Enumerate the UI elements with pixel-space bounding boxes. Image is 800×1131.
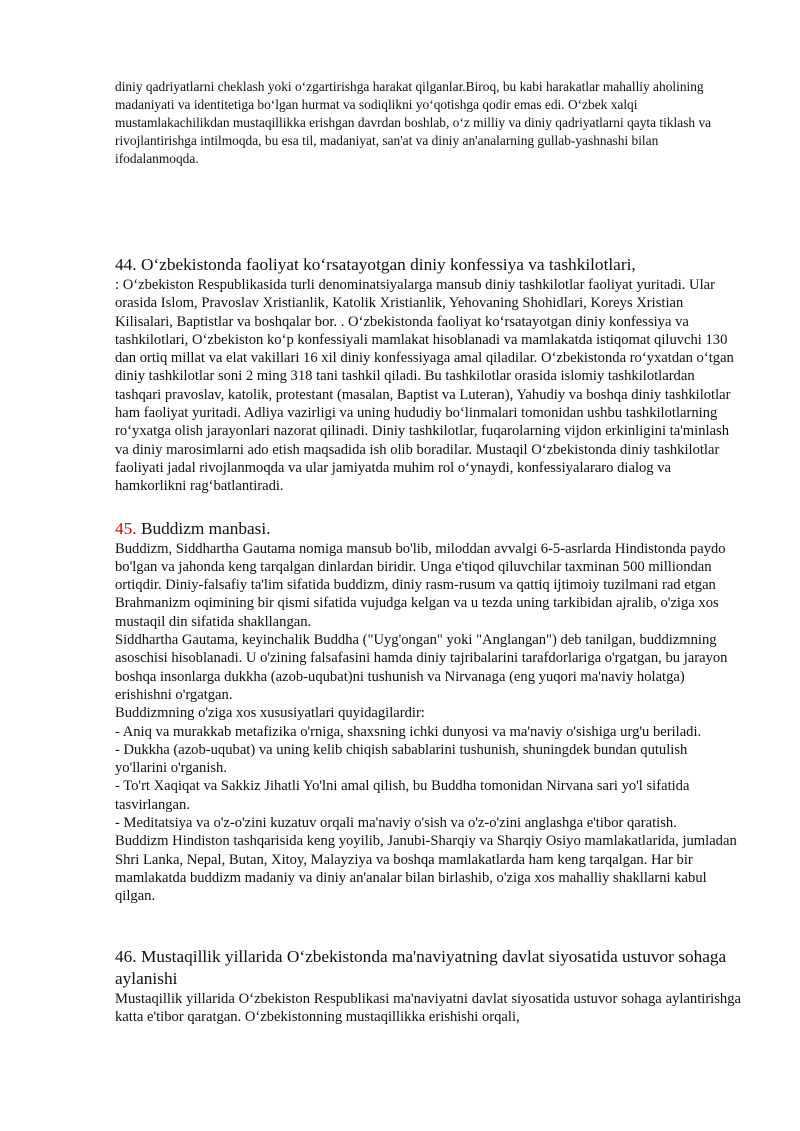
section-44-heading <box>115 254 741 276</box>
section-45-feature-item: - Aniq va murakkab metafizika o'rniga, shaxsning ichki dunyosi va ma'naviy o'sishiga urg'u beriladi. <box>115 723 702 740</box>
section-46-body: Mustaqillik yillarida O‘zbekiston Respublikasi ma'naviyatni davlat siyosatida ustuvor sohaga aylantirishga katta e'tibor qaratgan. O‘zbekistonning mustaqillikka erishishi orqali, <box>115 990 741 1025</box>
section-45-paragraph-spread: Buddizm Hindiston tashqarisida keng yoyilib, Janubi-Sharqiy va Sharqiy Osiyo mamlakatlarida, jumladan Shri Lanka, Nepal, Butan, Xitoy, Malayziya va boshqa mamlakatlarda ham keng tarqalgan. Har bir mamlakatda buddizm madaniy va diniy an'analar bilan birlashib, o'ziga xos mahalliy shakllarni kabul qilgan. <box>115 833 737 905</box>
section-45-feature-item: - Meditatsiya va o'z-o'zini kuzatuv orqali ma'naviy o'sish va o'z-o'zini anglashga e'tibor qaratish. <box>115 815 677 832</box>
section-46 <box>115 946 741 1027</box>
section-44 <box>115 254 741 496</box>
section-45-feature-item: - To'rt Xaqiqat va Sakkiz Jihatli Yo'lni amal qilish, bu Buddha tomonidan Nirvana sari yo'l sifatida tasvirlangan. <box>115 778 690 813</box>
section-45-paragraph-founder: Siddhartha Gautama, keyinchalik Buddha ("Uyg'ongan" yoki "Anglangan") deb tanilgan, buddizmning asoschisi hisoblanadi. U o'zining falsafasini hamda diniy tajribalarini tarafdorlariga o'rgatgan, bu jarayon boshqa insonlarga dukkha (azob-uqubat)ni tushunish va Nirvanaga (eng yuqori ma'naviy holatga) erishishni o'rgatgan. <box>115 632 728 703</box>
section-44-body: : O‘zbekiston Respublikasida turli denominatsiyalarga mansub diniy tashkilotlar faoliyat yuritadi. Ular orasida Islom, Pravoslav Xristianlik, Katolik Xristianlik, Yehovaning Shohidlari, Koreys Xristian Kilisalari, Baptistlar va boshqalar bor. . O‘zbekistonda faoliyat ko‘rsatayotgan diniy konfessiya va tashkilotlari, O‘zbekiston ko‘p konfessiyali mamlakat hisoblanadi va mamlakatda istiqomat qiluvchi 130 dan ortiq millat va elat vakillari 16 xil diniy konfessiyaga amal qiladilar. O‘zbekistonda ro‘yxatdan o‘tgan diniy tashkilotlar soni 2 ming 318 tani tashkil qiladi. Bu tashkilotlar orasida islomiy tashkilotlardan tashqari pravoslav, katolik, protestant (masalan, Baptist va Luteran), Yahudiy va boshqa diniy tashkilotlar ham faoliyat yuritadi. Adliya vazirligi va uning hududiy bo‘linmalari tomonidan ushbu tashkilotlarning ro‘yxatga olish jarayonlari nazorat qilinadi. Diniy tashkilotlar, fuqarolarning vijdon erkinligini ta'minlash va diniy marosimlarni ado etish maqsadida ish olib boradilar. Mustaqil O‘zbekistonda diniy tashkilotlar faoliyati jadal rivojlanmoqda va ular jamiyatda muhim rol o‘ynaydi, konfessiyalararo dialog va hamkorlikni rag‘batlantiradi. <box>115 277 734 495</box>
section-45-paragraph-intro: Buddizm, Siddhartha Gautama nomiga mansub bo'lib, miloddan avvalgi 6-5-asrlarda Hindistonda paydo bo'lgan va jahonda keng tarqalgan dinlardan biridir. Unga e'tiqod qiluvchilar taxminan 500 milliondan ortiqdir. Diniy-falsafiy ta'lim sifatida buddizm, diniy rasm-rusum va qattiq ijtimoiy tuzilmani rad etgan Brahmanizm oqimining bir qismi sifatida vujudga kelgan va u tezda uning tarkibidan ajralib, o'ziga xos mustaqil din sifatida shakllangan. <box>115 540 726 630</box>
intro-paragraph: diniy qadriyatlarni cheklash yoki o‘zgartirishga harakat qilganlar.Biroq, bu kabi harakatlar mahalliy aholining madaniyati va identitetiga bo‘lgan hurmat va sodiqlikni yo‘qotishga qodir emas edi. O‘zbek xalqi mustamlakachilikdan mustaqillikka erishgan davrdan boshlab, o‘z milliy va diniy qadriyatlarni qayta tiklash va rivojlantirishga intilmoqda, bu esa til, madaniyat, san'at va diniy an'analarning gullab-yashnashi bilan ifodalanmoqda. <box>115 79 712 166</box>
document-page <box>115 78 741 1026</box>
section-45-number: 45. <box>115 518 137 538</box>
section-45-heading <box>115 518 741 540</box>
section-45 <box>115 518 741 906</box>
section-45-feature-item: - Dukkha (azob-uqubat) va uning kelib chiqish sabablarini tushunish, shuningdek bundan qutulish yo'llarini o'rganish. <box>115 741 688 777</box>
section-46-heading <box>115 946 741 990</box>
section-46-number: 46. <box>115 946 137 966</box>
section-45-features-lead: Buddizmning o'ziga xos xususiyatlari quyidagilardir: <box>115 705 425 722</box>
section-45-body <box>115 540 741 906</box>
section-44-title: O‘zbekistonda faoliyat ko‘rsatayotgan diniy konfessiya va tashkilotlari, <box>140 255 636 274</box>
section-46-title: Mustaqillik yillarida O‘zbekistonda ma'naviyatning davlat siyosatida ustuvor sohaga aylanishi <box>115 946 727 988</box>
section-44-number: 44. <box>115 255 137 274</box>
section-45-title: Buddizm manbasi. <box>140 518 271 538</box>
